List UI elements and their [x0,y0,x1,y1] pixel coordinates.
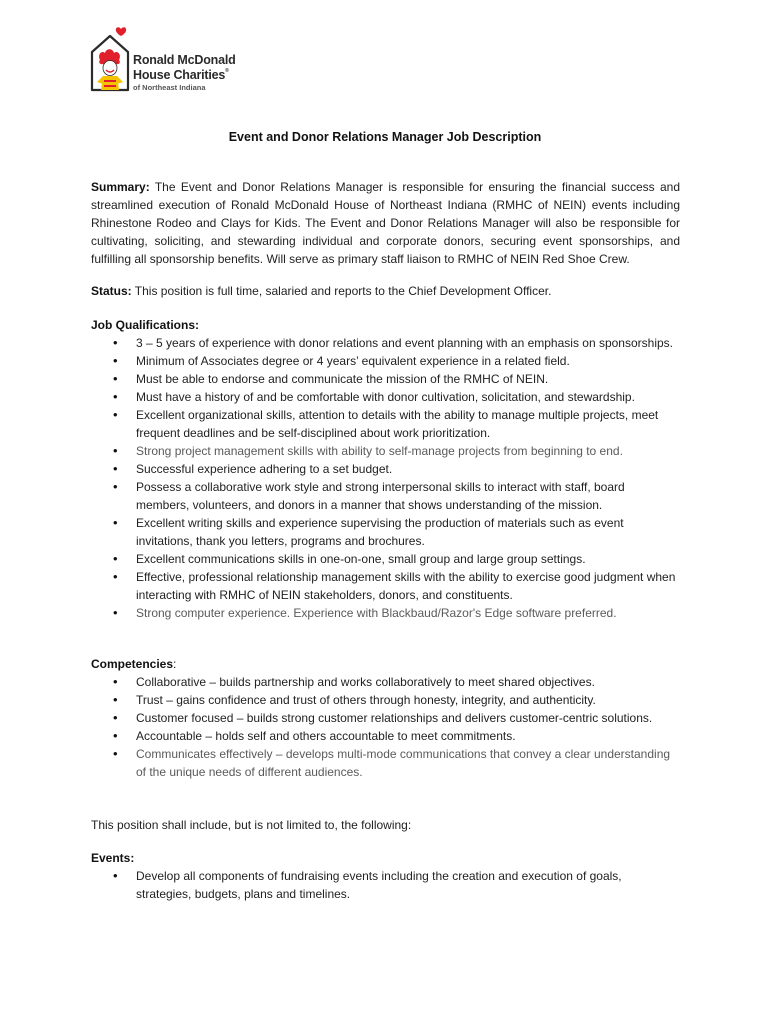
list-item: • Minimum of Associates degree or 4 years’ equivalent experience in a related field. [91,352,680,370]
list-item: • Possess a collaborative work style and strong interpersonal skills to interact with staff, board members, volunteers, and donors in a manner that shows understanding of the mission. [91,478,680,514]
list-item: • Effective, professional relationship management skills with the ability to exercise good judgment when interacting with RMHC of NEIN stakeholders, donors, and constituents. [91,568,680,604]
list-item: • Must have a history of and be comfortable with donor cultivation, solicitation, and stewardship. [91,388,680,406]
summary-tail: Will serve as primary staff liaison to RMHC of NEIN Red Shoe Crew. [266,252,630,266]
job-qualifications-section [91,316,680,622]
competencies-heading-row [91,655,680,673]
events-heading: Events: [91,851,135,865]
list-item: • Trust – gains confidence and trust of others through honesty, integrity, and authenticity. [91,691,680,709]
shall-include-paragraph: This position shall include, but is not limited to, the following: [91,818,412,832]
status-label: Status: [91,284,132,298]
list-item: • Excellent communications skills in one-on-one, small group and large group settings. [91,550,680,568]
list-item: • Strong project management skills with ability to self-manage projects from beginning to end. [91,442,680,460]
summary-paragraph [91,178,680,268]
house-logo-icon [88,24,134,96]
list-item: • Accountable – holds self and others accountable to meet commitments. [91,727,680,745]
job-qualifications-heading: Job Qualifications: [91,318,200,332]
list-item: • Collaborative – builds partnership and works collaboratively to meet shared objectives. [91,673,680,691]
list-item: • Customer focused – builds strong customer relationships and delivers customer-centric solutions. [91,709,680,727]
job-qualifications-list [91,334,680,622]
events-list [91,867,680,903]
page-title: Event and Donor Relations Manager Job Description [228,130,542,144]
logo-line-2-text: House Charities [133,67,226,82]
list-item: • Successful experience adhering to a set budget. [91,460,680,478]
logo-line-1: Ronald McDonald [133,53,236,67]
events-section [91,849,680,903]
list-item: • Excellent organizational skills, attention to details with the ability to manage multiple projects, meet frequent deadlines and be self-disciplined about work prioritization. [91,406,680,442]
logo-line-3: of Northeast Indiana [133,83,206,92]
list-item: • Must be able to endorse and communicate the mission of the RMHC of NEIN. [91,370,680,388]
status-text: This position is full time, salaried and reports to the Chief Development Officer. [134,284,552,298]
summary-label: Summary: [91,180,150,194]
summary-text: The Event and Donor Relations Manager is responsible for ensuring the financial success and streamlined execution of Ronald McDonald House of Northeast Indiana (RMHC of NEIN) events including Rhinestone Rodeo and Clays for Kids. The Event and Donor Relations Manager will also be responsible for cultivating, soliciting, and stewarding individual and corporate donors, securing event sponsorships, and fulfilling all sponsorship benefits. [91,180,680,266]
list-item: • Develop all components of fundraising events including the creation and execution of goals, strategies, budgets, plans and timelines. [91,867,680,903]
rmhc-logo [88,24,288,96]
status-paragraph [91,282,680,300]
list-item: • Communicates effectively – develops multi-mode communications that convey a clear understanding of the unique needs of different audiences. [91,745,680,781]
logo-line-2 [133,69,236,82]
competencies-colon: : [173,657,177,671]
list-item: • Strong computer experience. Experience with Blackbaud/Razor's Edge software preferred. [91,604,680,622]
competencies-heading: Competencies [91,657,174,671]
list-item: • 3 – 5 years of experience with donor relations and event planning with an emphasis on sponsorships. [91,334,680,352]
registered-mark-icon: ® [225,67,229,74]
competencies-list [91,673,680,781]
list-item: • Excellent writing skills and experience supervising the production of materials such as event invitations, thank you letters, programs and brochures. [91,514,680,550]
competencies-section [91,655,680,781]
